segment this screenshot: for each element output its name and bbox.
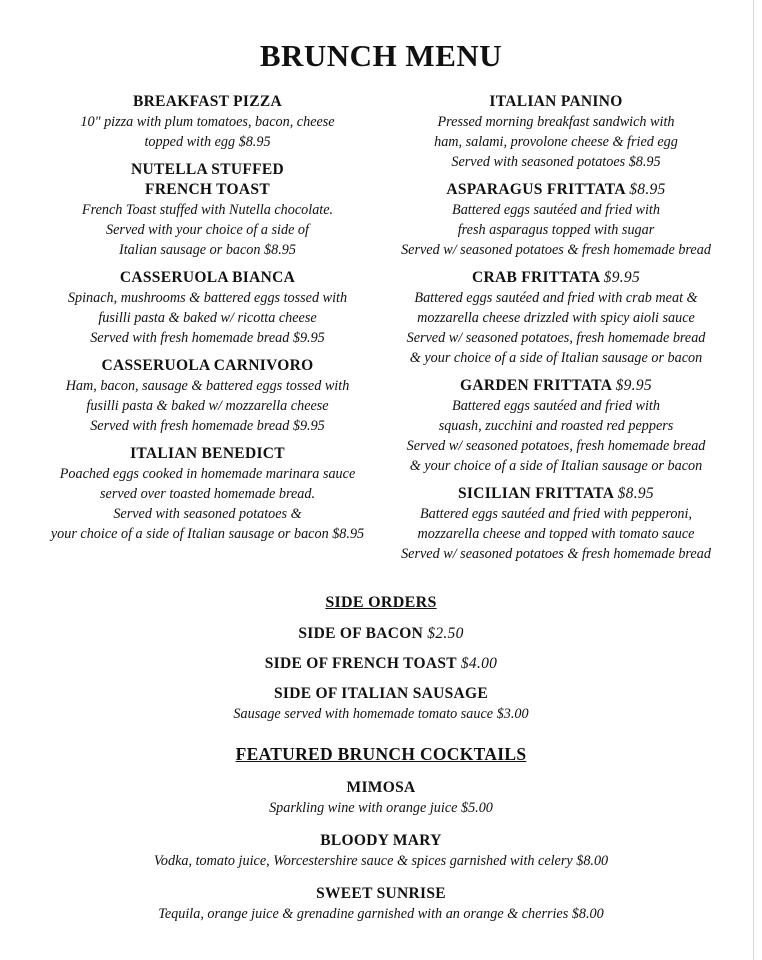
item-desc-line: your choice of a side of Italian sausage or bacon $8.95 — [50, 526, 365, 542]
side-italian-sausage: SIDE OF ITALIAN SAUSAGE — [273, 685, 489, 702]
item-name: NUTELLA STUFFED — [130, 161, 285, 178]
cocktails-heading: FEATURED BRUNCH COCKTAILS — [235, 744, 527, 764]
page-edge-divider — [753, 0, 754, 960]
item-desc-line: Served w/ seasoned potatoes & fresh homemade bread — [401, 242, 711, 258]
item-desc-line: Battered eggs sautéed and fried with — [452, 202, 660, 218]
item-desc-line: Served with seasoned potatoes & — [113, 506, 302, 522]
item-desc-line: Ham, bacon, sausage & battered eggs tossed with — [65, 378, 350, 394]
item-desc-line: fresh asparagus topped with sugar — [457, 222, 655, 238]
item-desc-line: French Toast stuffed with Nutella chocolate. — [81, 202, 334, 218]
item-desc-line: mozzarella cheese and topped with tomato sauce — [417, 526, 695, 542]
right-column — [385, 92, 727, 572]
item-heading — [385, 268, 727, 288]
left-column — [0, 92, 415, 552]
item-desc-line: Served with your choice of a side of — [106, 222, 309, 238]
side-orders-heading: SIDE ORDERS — [325, 594, 437, 611]
item-price: $9.95 — [603, 269, 641, 286]
item-name: SIDE OF BACON — [298, 625, 424, 642]
item-name-line2: FRENCH TOAST — [145, 181, 270, 198]
item-price: $4.00 — [460, 655, 498, 672]
item-name: GARDEN FRITTATA — [460, 377, 612, 394]
item-price: $8.95 — [629, 181, 666, 198]
menu-item — [385, 180, 727, 260]
side-french-toast — [0, 655, 762, 673]
item-heading — [385, 180, 727, 200]
item-desc-line: squash, zucchini and roasted red peppers — [438, 418, 674, 434]
item-desc-line: & your choice of a side of Italian sausage or bacon — [409, 350, 703, 366]
item-name: ITALIAN PANINO — [489, 93, 623, 110]
item-desc-line: Pressed morning breakfast sandwich with — [437, 114, 675, 130]
item-desc-line: 10" pizza with plum tomatoes, bacon, cheese — [80, 114, 335, 130]
item-name: ASPARAGUS FRITTATA — [446, 181, 626, 198]
cocktail-bloody-mary: BLOODY MARY — [320, 832, 442, 849]
menu-item — [385, 484, 727, 564]
item-heading — [385, 484, 727, 504]
item-desc-line: Battered eggs sautéed and fried with — [452, 398, 660, 414]
menu-item — [0, 356, 415, 436]
cocktail-bloody-mary-desc: Vodka, tomato juice, Worcestershire sauce & spices garnished with celery $8.00 — [153, 853, 609, 869]
cocktail-sweet-sunrise-desc: Tequila, orange juice & grenadine garnished with an orange & cherries $8.00 — [158, 906, 604, 922]
item-name: SICILIAN FRITTATA — [458, 485, 614, 502]
side-italian-sausage-desc: Sausage served with homemade tomato sauce $3.00 — [233, 706, 529, 722]
side-bacon — [0, 625, 762, 643]
item-desc-line: Served w/ seasoned potatoes & fresh homemade bread — [401, 546, 711, 562]
item-desc-line: Served with fresh homemade bread $9.95 — [90, 418, 325, 434]
item-price: $8.95 — [617, 485, 654, 502]
item-desc-line: Spinach, mushrooms & battered eggs tossed with — [67, 290, 348, 306]
item-heading — [385, 376, 727, 396]
item-name: BREAKFAST PIZZA — [132, 93, 283, 110]
item-name: CASSERUOLA CARNIVORO — [101, 357, 314, 374]
menu-item — [385, 268, 727, 368]
item-desc-line: Served with seasoned potatoes $8.95 — [451, 154, 661, 170]
menu-item — [385, 92, 727, 172]
item-desc-line: Italian sausage or bacon $8.95 — [119, 242, 296, 258]
menu-item — [385, 376, 727, 476]
item-desc-line: Served with fresh homemade bread $9.95 — [90, 330, 325, 346]
item-name: SIDE OF FRENCH TOAST — [264, 655, 457, 672]
item-name: CRAB FRITTATA — [471, 269, 600, 286]
item-desc-line: Served w/ seasoned potatoes, fresh homemade bread — [406, 330, 706, 346]
item-desc-line: Served w/ seasoned potatoes, fresh homemade bread — [406, 438, 706, 454]
menu-item — [0, 160, 415, 260]
item-desc-line: mozzarella cheese drizzled with spicy aioli sauce — [417, 310, 695, 326]
item-price: $2.50 — [427, 625, 464, 642]
item-desc-line: fusilli pasta & baked w/ mozzarella cheese — [86, 398, 329, 414]
menu-item — [0, 268, 415, 348]
menu-item — [0, 92, 415, 152]
item-desc-line: ham, salami, provolone cheese & fried egg — [434, 134, 678, 150]
item-name: ITALIAN BENEDICT — [130, 445, 285, 462]
item-desc-line: Battered eggs sautéed and fried with pepperoni, — [419, 506, 692, 522]
item-desc-line: topped with egg $8.95 — [144, 134, 271, 150]
cocktail-mimosa: MIMOSA — [346, 779, 416, 796]
item-desc-line: & your choice of a side of Italian sausage or bacon — [409, 458, 703, 474]
item-desc-line: fusilli pasta & baked w/ ricotta cheese — [98, 310, 317, 326]
item-price: $9.95 — [615, 377, 652, 394]
menu-title: BRUNCH MENU — [259, 38, 503, 73]
cocktail-mimosa-desc: Sparkling wine with orange juice $5.00 — [269, 800, 493, 816]
cocktail-sweet-sunrise: SWEET SUNRISE — [316, 885, 446, 902]
item-desc-line: Poached eggs cooked in homemade marinara sauce — [59, 466, 356, 482]
item-name: CASSERUOLA BIANCA — [119, 269, 296, 286]
menu-item — [0, 444, 415, 544]
item-desc-line: served over toasted homemade bread. — [100, 486, 315, 502]
item-desc-line: Battered eggs sautéed and fried with crab meat & — [414, 290, 698, 306]
